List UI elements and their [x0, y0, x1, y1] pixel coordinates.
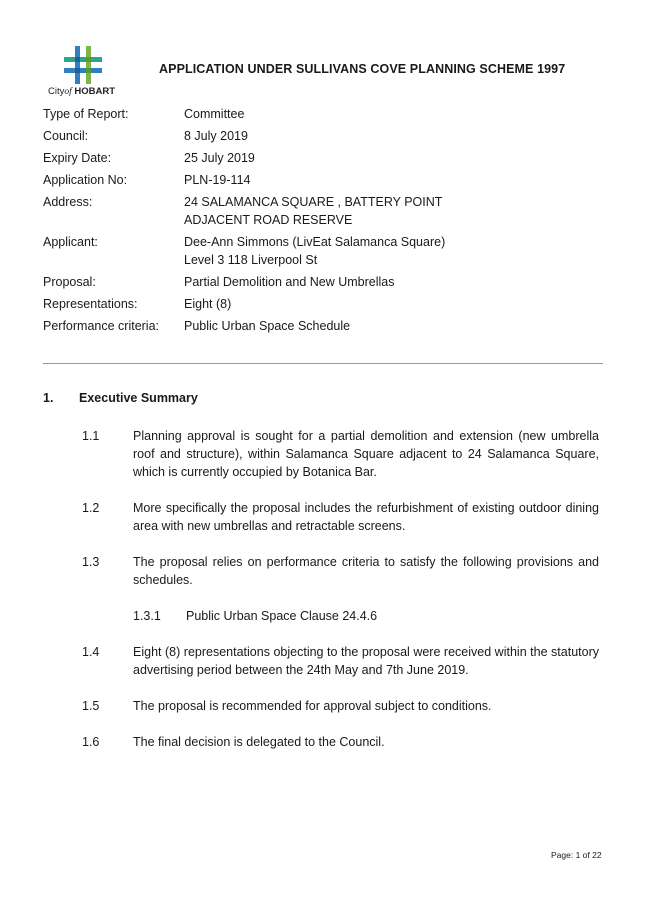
detail-value-line-2: Level 3 118 Liverpool St: [184, 253, 318, 267]
item-number: 1.5: [82, 699, 100, 713]
detail-value: Public Urban Space Schedule: [184, 319, 351, 333]
detail-value: 24 SALAMANCA SQUARE , BATTERY POINT: [184, 195, 443, 209]
detail-label: Address:: [43, 195, 93, 209]
section-divider: [43, 363, 603, 364]
detail-value: Partial Demolition and New Umbrellas: [184, 275, 395, 289]
section-title: Executive Summary: [79, 391, 198, 405]
detail-value: Dee-Ann Simmons (LivEat Salamanca Square): [184, 235, 446, 249]
detail-label: Application No:: [43, 173, 128, 187]
detail-value-line-2: ADJACENT ROAD RESERVE: [184, 213, 353, 227]
item-number: 1.3: [82, 555, 100, 569]
hobart-cross-icon: [64, 46, 102, 84]
item-text: More specifically the proposal includes the refurbishment of existing outdoor dining area with new umbrellas and retractable screens.: [133, 501, 599, 533]
logo-wordmark: Cityof HOBART: [48, 86, 116, 97]
subitem-number: 1.3.1: [133, 609, 161, 623]
item-text: The proposal relies on performance criteria to satisfy the following provisions and schedules.: [133, 555, 599, 587]
detail-label: Council:: [43, 129, 89, 143]
item-number: 1.1: [82, 429, 100, 443]
detail-label: Proposal:: [43, 275, 96, 289]
detail-value: 8 July 2019: [184, 129, 248, 143]
detail-value: PLN-19-114: [184, 173, 251, 187]
detail-label: Representations:: [43, 297, 138, 311]
item-text: The final decision is delegated to the Council.: [133, 735, 385, 749]
city-of-hobart-logo: [44, 46, 124, 102]
detail-value: Committee: [184, 107, 245, 121]
detail-label: Type of Report:: [43, 107, 129, 121]
subitem-text: Public Urban Space Clause 24.4.6: [186, 609, 378, 623]
detail-label: Performance criteria:: [43, 319, 160, 333]
detail-value: Eight (8): [184, 297, 232, 311]
item-number: 1.4: [82, 645, 100, 659]
detail-label: Applicant:: [43, 235, 98, 249]
section-number: 1.: [43, 391, 54, 405]
page-number: Page: 1 of 22: [551, 850, 602, 860]
item-text: Planning approval is sought for a partial demolition and extension (new umbrella roof and structure), within Salamanca Square adjacent to 24 Salamanca Square, which is currently occupied by Botanica Bar.: [133, 429, 599, 479]
item-text: Eight (8) representations objecting to the proposal were received within the statutory advertising period between the 24th May and 7th June 2019.: [133, 645, 599, 677]
detail-value: 25 July 2019: [184, 151, 255, 165]
item-text: The proposal is recommended for approval subject to conditions.: [133, 699, 492, 713]
item-number: 1.6: [82, 735, 100, 749]
item-number: 1.2: [82, 501, 100, 515]
document-title: APPLICATION UNDER SULLIVANS COVE PLANNING SCHEME 1997: [159, 62, 566, 76]
detail-label: Expiry Date:: [43, 151, 112, 165]
